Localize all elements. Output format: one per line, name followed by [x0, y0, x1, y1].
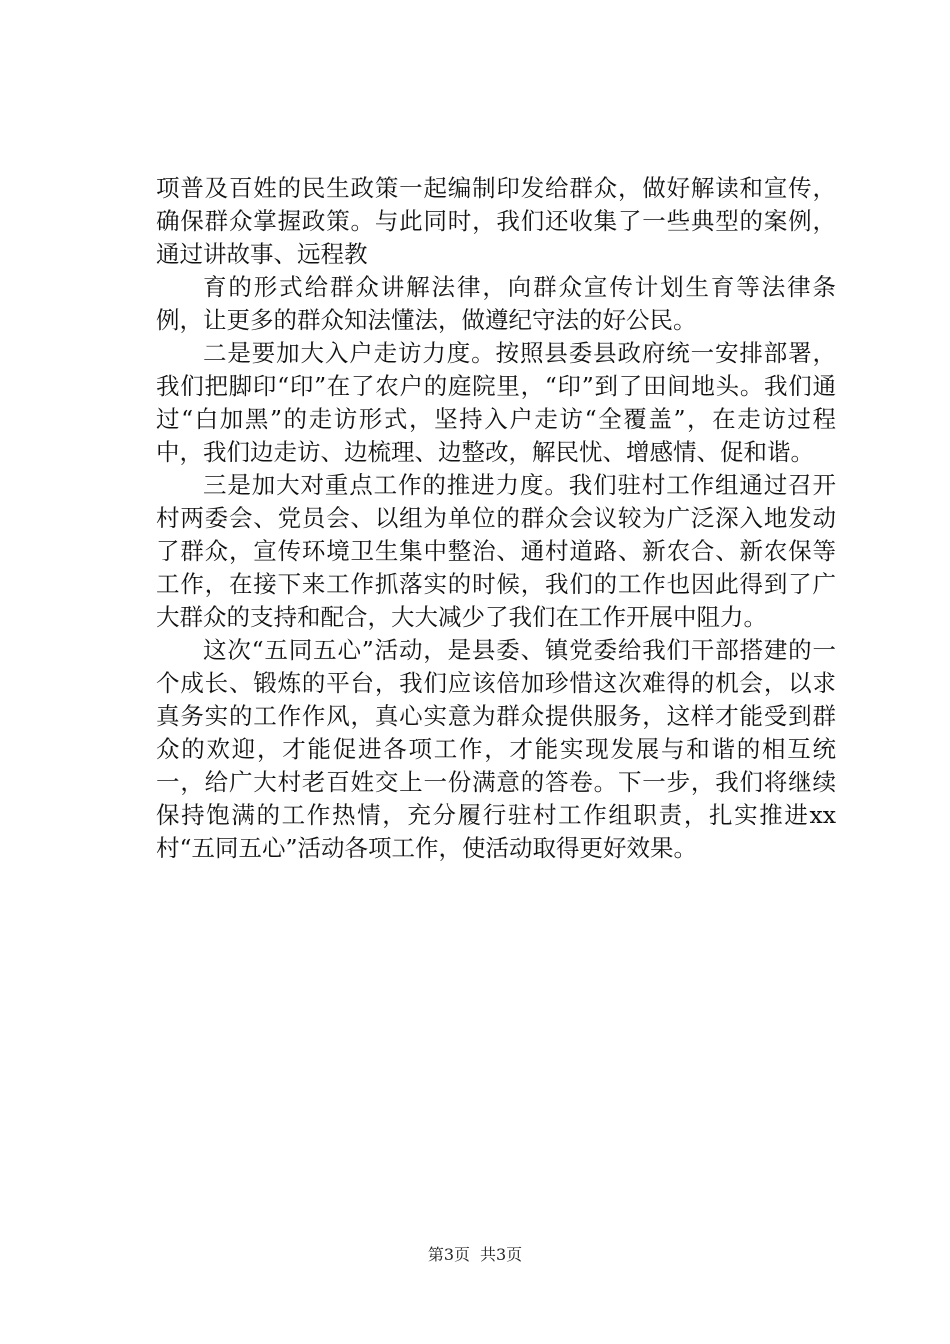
- page-number-current: 第3页: [427, 1245, 470, 1264]
- paragraph-4: 三是加大对重点工作的推进力度。我们驻村工作组通过召开村两委会、党员会、以组为单位的群众会议较为广泛深入地发动了群众，宣传环境卫生集中整治、通村道路、新农合、新农保等工作，在接下来工作抓落实的时候，我们的工作也因此得到了广大群众的支持和配合，大大减少了我们在工作开展中阻力。: [156, 471, 836, 631]
- paragraph-1: 项普及百姓的民生政策一起编制印发给群众，做好解读和宣传，确保群众掌握政策。与此同时，我们还收集了一些典型的案例，通过讲故事、远程教: [156, 174, 836, 268]
- document-body: [156, 172, 836, 865]
- page-footer: [0, 1244, 950, 1266]
- page-number-total: 共3页: [480, 1245, 523, 1264]
- paragraph-3: 二是要加大入户走访力度。按照县委县政府统一安排部署，我们把脚印“印”在了农户的庭院里，“印”到了田间地头。我们通过“白加黑”的走访形式，坚持入户走访“全覆盖”，在走访过程中，我们边走访、边梳理、边整改，解民忧、增感情、促和谐。: [156, 339, 836, 466]
- paragraph-2: 育的形式给群众讲解法律，向群众宣传计划生育等法律条例，让更多的群众知法懂法，做遵纪守法的好公民。: [156, 273, 836, 334]
- paragraph-5: 这次“五同五心”活动，是县委、镇党委给我们干部搭建的一个成长、锻炼的平台，我们应该倍加珍惜这次难得的机会，以求真务实的工作作风，真心实意为群众提供服务，这样才能受到群众的欢迎，才能促进各项工作，才能实现发展与和谐的相互统一，给广大村老百姓交上一份满意的答卷。下一步，我们将继续保持饱满的工作热情，充分履行驻村工作组职责，扎实推进xx村“五同五心”活动各项工作，使活动取得更好效果。: [156, 636, 836, 862]
